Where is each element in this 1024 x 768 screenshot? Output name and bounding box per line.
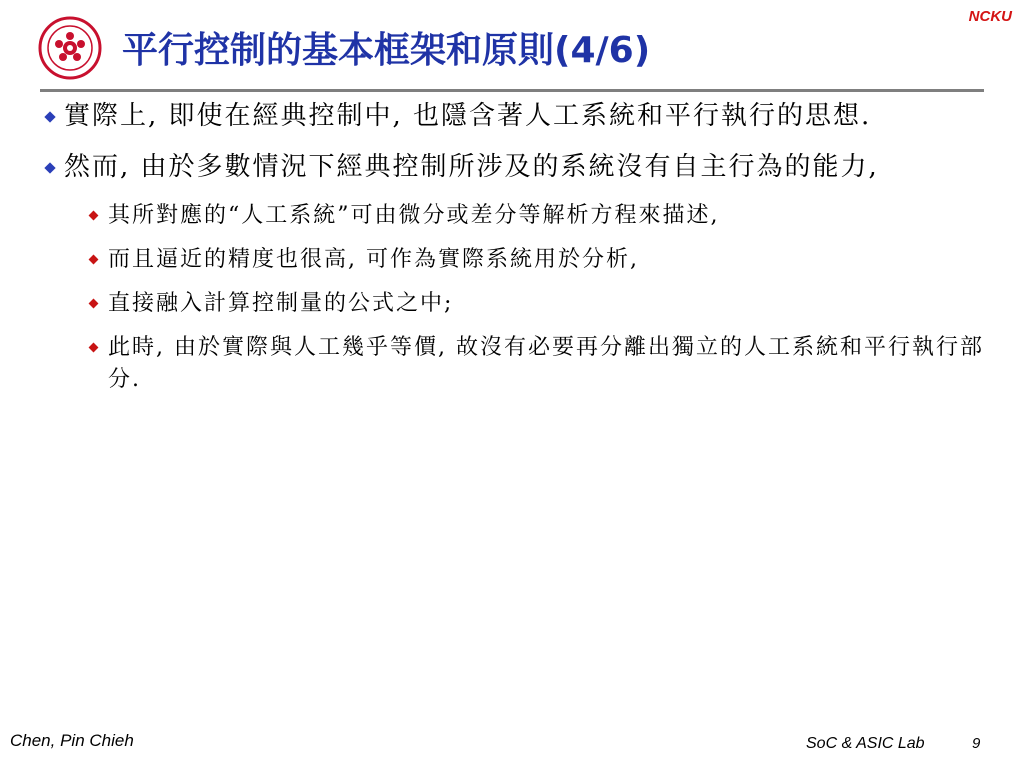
sub-bullet-item (40, 288, 988, 320)
slide-title: 平行控制的基本框架和原則(4/6) (122, 30, 651, 71)
diamond-bullet-icon (44, 162, 55, 173)
diamond-bullet-icon (89, 211, 99, 221)
diamond-bullet-icon (89, 255, 99, 265)
sub-bullet-item (40, 244, 988, 276)
page-number: 9 (972, 735, 981, 752)
diamond-bullet-icon (89, 343, 99, 353)
university-seal-logo-icon (38, 16, 102, 80)
bullet-list (40, 98, 988, 408)
bullet-item (40, 98, 988, 135)
bullet-text: 其所對應的“人工系統”可由微分或差分等解析方程來描述, (108, 203, 720, 228)
footer-author: Chen, Pin Chieh (10, 731, 134, 750)
bullet-text: 實際上, 即使在經典控制中, 也隱含著人工系統和平行執行的思想. (64, 101, 872, 131)
bullet-item (40, 149, 988, 186)
diamond-bullet-icon (89, 299, 99, 309)
bullet-text: 直接融入計算控制量的公式之中; (108, 291, 454, 316)
bullet-text: 而且逼近的精度也很高, 可作為實際系統用於分析, (108, 247, 639, 272)
title-divider (40, 89, 984, 92)
bullet-text: 此時, 由於實際與人工幾乎等價, 故沒有必要再分離出獨立的人工系統和平行執行部分. (108, 335, 984, 392)
sub-bullet-item (40, 200, 988, 232)
footer-lab-name: SoC & ASIC Lab (806, 735, 925, 752)
diamond-bullet-icon (44, 111, 55, 122)
brand-label: NCKU (968, 8, 1012, 25)
bullet-text: 然而, 由於多數情況下經典控制所涉及的系統沒有自主行為的能力, (64, 152, 879, 182)
sub-bullet-item (40, 332, 988, 396)
